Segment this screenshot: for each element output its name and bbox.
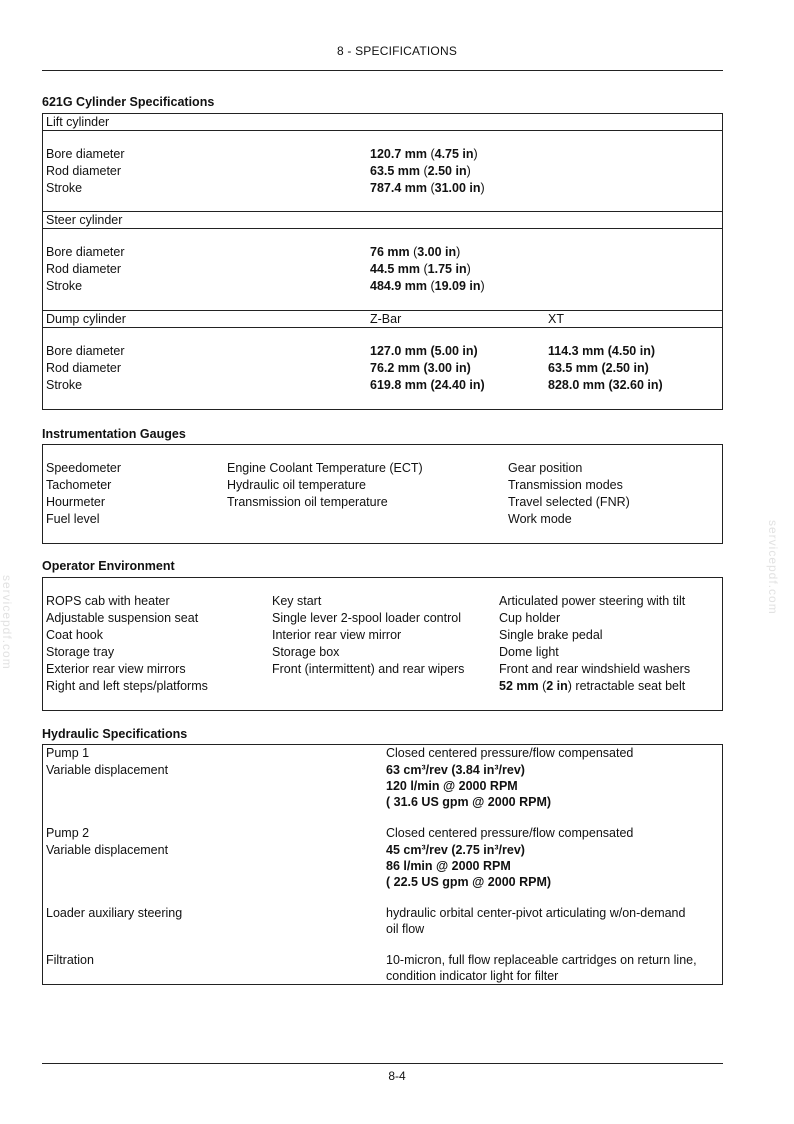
page-number: 8-4 xyxy=(388,1069,406,1083)
operator-section-title: Operator Environment xyxy=(42,559,175,573)
pump2-label: Pump 2 xyxy=(46,826,90,840)
lift-rod-value: 63.5 mm (2.50 in) xyxy=(370,164,471,178)
filtration-label: Filtration xyxy=(46,953,94,967)
steer-stroke-label: Stroke xyxy=(46,279,83,293)
gauge-item: Work mode xyxy=(508,512,572,526)
steer-rod-label: Rod diameter xyxy=(46,262,122,276)
pump1-displacement: 63 cm³/rev (3.84 in³/rev) xyxy=(386,763,525,777)
divider xyxy=(42,228,723,229)
lift-stroke-value: 787.4 mm (31.00 in) xyxy=(370,181,485,195)
dump-bore-zbar: 127.0 mm (5.00 in) xyxy=(370,344,478,358)
dump-bore-xt: 114.3 mm (4.50 in) xyxy=(548,344,656,358)
filtration-line2: condition indicator light for filter xyxy=(386,969,559,983)
watermark-left: servicepdf.com xyxy=(0,575,14,670)
operator-item: Dome light xyxy=(499,645,559,659)
dump-rod-xt: 63.5 mm (2.50 in) xyxy=(548,361,649,375)
dump-col-zbar: Z-Bar xyxy=(370,312,402,326)
cylinder-section-title: 621G Cylinder Specifications xyxy=(42,95,215,109)
operator-item: Key start xyxy=(272,594,322,608)
operator-item: Coat hook xyxy=(46,628,103,642)
lift-bore-label: Bore diameter xyxy=(46,147,125,161)
steer-rod-value: 44.5 mm (1.75 in) xyxy=(370,262,471,276)
loader-steering-line2: oil flow xyxy=(386,922,425,936)
operator-item: Exterior rear view mirrors xyxy=(46,662,186,676)
pump2-sub: Variable displacement xyxy=(46,843,169,857)
divider xyxy=(42,327,723,328)
divider xyxy=(42,211,723,212)
operator-item: Cup holder xyxy=(499,611,561,625)
pump1-label: Pump 1 xyxy=(46,746,90,760)
gauge-item: Engine Coolant Temperature (ECT) xyxy=(227,461,423,475)
gauge-item: Transmission modes xyxy=(508,478,623,492)
lift-cylinder-label: Lift cylinder xyxy=(46,115,110,129)
divider xyxy=(42,130,723,131)
pump1-type: Closed centered pressure/flow compensated xyxy=(386,746,634,760)
pump2-gpm: ( 22.5 US gpm @ 2000 RPM) xyxy=(386,875,552,889)
steer-bore-value: 76 mm (3.00 in) xyxy=(370,245,461,259)
operator-item: Single brake pedal xyxy=(499,628,603,642)
operator-item: Right and left steps/platforms xyxy=(46,679,208,693)
gauges-section-title: Instrumentation Gauges xyxy=(42,427,186,441)
steer-cylinder-label: Steer cylinder xyxy=(46,213,123,227)
dump-stroke-zbar: 619.8 mm (24.40 in) xyxy=(370,378,485,392)
pump1-sub: Variable displacement xyxy=(46,763,169,777)
gauge-item: Fuel level xyxy=(46,512,100,526)
operator-item: Single lever 2-spool loader control xyxy=(272,611,461,625)
dump-bore-label: Bore diameter xyxy=(46,344,125,358)
pump1-gpm: ( 31.6 US gpm @ 2000 RPM) xyxy=(386,795,552,809)
dump-cylinder-label: Dump cylinder xyxy=(46,312,126,326)
footer-rule xyxy=(42,1063,723,1064)
gauge-item: Speedometer xyxy=(46,461,122,475)
seatbelt-item: 52 mm (2 in) retractable seat belt xyxy=(499,679,686,693)
operator-item: Storage tray xyxy=(46,645,115,659)
dump-rod-label: Rod diameter xyxy=(46,361,122,375)
gauge-item: Travel selected (FNR) xyxy=(508,495,630,509)
operator-item: ROPS cab with heater xyxy=(46,594,170,608)
operator-item: Interior rear view mirror xyxy=(272,628,402,642)
operator-item: Articulated power steering with tilt xyxy=(499,594,686,608)
dump-stroke-xt: 828.0 mm (32.60 in) xyxy=(548,378,663,392)
hydraulic-table xyxy=(42,744,723,985)
dump-rod-zbar: 76.2 mm (3.00 in) xyxy=(370,361,471,375)
gauge-item: Hydraulic oil temperature xyxy=(227,478,366,492)
operator-item: Storage box xyxy=(272,645,340,659)
hydraulic-section-title: Hydraulic Specifications xyxy=(42,727,188,741)
loader-steering-line1: hydraulic orbital center-pivot articulating w/on-demand xyxy=(386,906,686,920)
steer-bore-label: Bore diameter xyxy=(46,245,125,259)
pump2-type: Closed centered pressure/flow compensated xyxy=(386,826,634,840)
gauge-item: Hourmeter xyxy=(46,495,106,509)
watermark-right: servicepdf.com xyxy=(766,520,780,615)
filtration-line1: 10-micron, full flow replaceable cartridges on return line, xyxy=(386,953,697,967)
operator-item: Front (intermittent) and rear wipers xyxy=(272,662,465,676)
pump2-flow: 86 l/min @ 2000 RPM xyxy=(386,859,511,873)
operator-item: Front and rear windshield washers xyxy=(499,662,691,676)
pump2-displacement: 45 cm³/rev (2.75 in³/rev) xyxy=(386,843,525,857)
page-header: 8 - SPECIFICATIONS xyxy=(336,44,458,58)
gauge-item: Tachometer xyxy=(46,478,112,492)
header-rule xyxy=(42,70,723,71)
lift-stroke-label: Stroke xyxy=(46,181,83,195)
gauge-item: Gear position xyxy=(508,461,583,475)
dump-stroke-label: Stroke xyxy=(46,378,83,392)
pump1-flow: 120 l/min @ 2000 RPM xyxy=(386,779,518,793)
lift-bore-value: 120.7 mm (4.75 in) xyxy=(370,147,478,161)
operator-item: Adjustable suspension seat xyxy=(46,611,199,625)
lift-rod-label: Rod diameter xyxy=(46,164,122,178)
loader-steering-label: Loader auxiliary steering xyxy=(46,906,183,920)
gauge-item: Transmission oil temperature xyxy=(227,495,388,509)
steer-stroke-value: 484.9 mm (19.09 in) xyxy=(370,279,485,293)
dump-col-xt: XT xyxy=(548,312,564,326)
